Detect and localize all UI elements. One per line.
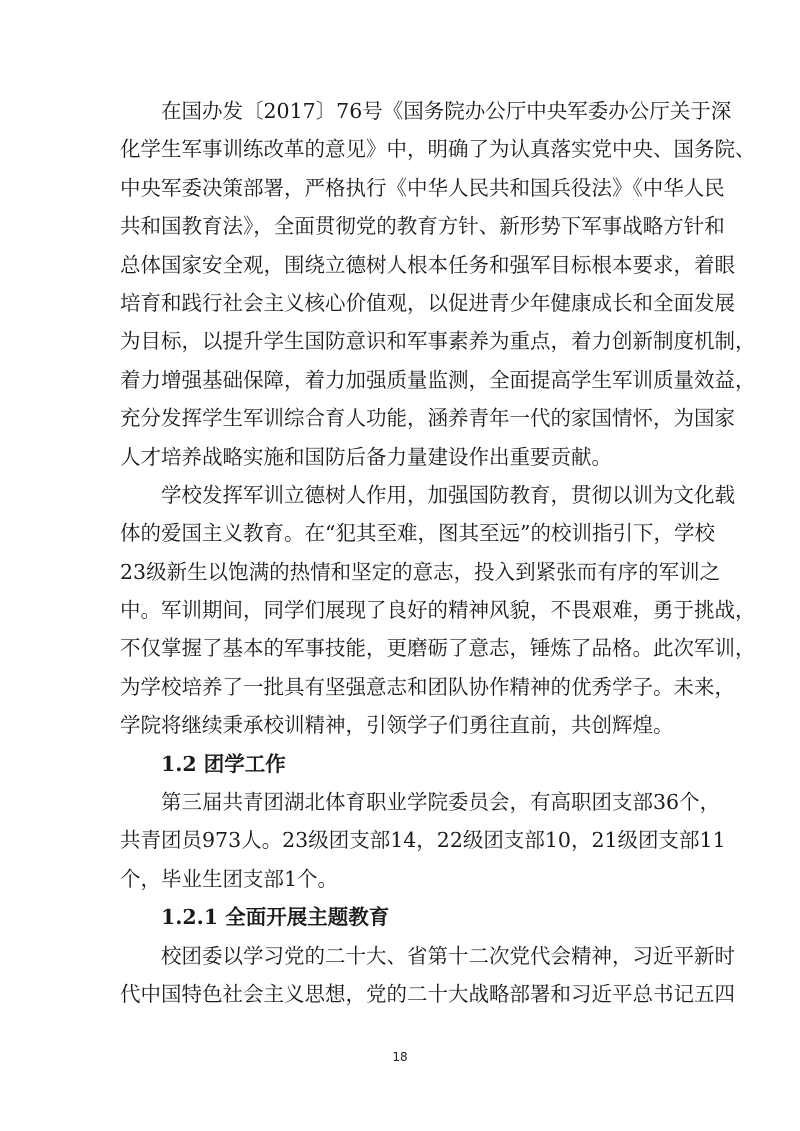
text-line: 体的爱国主义教育。在“犯其至难，图其至远”的校训指引下，学校 <box>120 521 715 546</box>
body-text <box>120 92 756 1013</box>
text-line: 共青团员973人。23级团支部14，22级团支部10，21级团支部11 <box>120 828 726 853</box>
text-line: 中。军训期间，同学们展现了良好的精神风貌，不畏艰难，勇于挑战， <box>120 598 756 623</box>
paragraph <box>120 476 756 745</box>
paragraph <box>120 92 756 476</box>
text-line: 共和国教育法》，全面贯彻党的教育方针、新形势下军事战略方针和 <box>120 214 725 239</box>
text-line: 校团委以学习党的二十大、省第十二次党代会精神，习近平新时 <box>161 943 735 968</box>
text-line: 学校发挥军训立德树人作用，加强国防教育，贯彻以训为文化载 <box>161 482 735 507</box>
text-line: 中央军委决策部署，严格执行《中华人民共和国兵役法》《中华人民 <box>120 175 725 200</box>
text-line: 人才培养战略实施和国防后备力量建设作出重要贡献。 <box>120 444 612 469</box>
paragraph <box>120 937 735 1014</box>
section-heading: 1.2 团学工作 <box>161 751 286 776</box>
text-line: 代中国特色社会主义思想，党的二十大战略部署和习近平总书记五四 <box>120 981 735 1006</box>
text-line: 学院将继续秉承校训精神，引领学子们勇往直前，共创辉煌。 <box>120 713 674 738</box>
text-line: 第三届共青团湖北体育职业学院委员会，有高职团支部36个， <box>161 790 721 815</box>
paragraph <box>120 783 726 898</box>
text-line: 充分发挥学生军训综合育人功能，涵养青年一代的家国情怀，为国家 <box>120 406 735 431</box>
text-line: 不仅掌握了基本的军事技能，更磨砺了意志，锤炼了品格。此次军训， <box>120 636 756 661</box>
text-line: 为目标，以提升学生国防意识和军事素养为重点，着力创新制度机制， <box>120 329 756 354</box>
page-number: 18 <box>392 1050 408 1064</box>
text-line: 在国办发〔2017〕76号《国务院办公厅中央军委办公厅关于深 <box>161 99 732 123</box>
text-line: 23级新生以饱满的热情和坚定的意志，投入到紧张而有序的军训之 <box>120 559 721 584</box>
text-line: 个，毕业生团支部1个。 <box>120 866 339 891</box>
text-line: 化学生军事训练改革的意见》中，明确了为认真落实党中央、国务院、 <box>120 137 756 162</box>
subsection-heading: 1.2.1 全面开展主题教育 <box>161 905 390 930</box>
text-line: 培育和践行社会主义核心价值观，以促进青少年健康成长和全面发展 <box>120 290 735 315</box>
text-line: 着力增强基础保障，着力加强质量监测，全面提高学生军训质量效益， <box>120 367 756 392</box>
text-line: 总体国家安全观，围绕立德树人根本任务和强军目标根本要求，着眼 <box>120 252 735 277</box>
text-line: 为学校培养了一批具有坚强意志和团队协作精神的优秀学子。未来， <box>120 674 735 699</box>
